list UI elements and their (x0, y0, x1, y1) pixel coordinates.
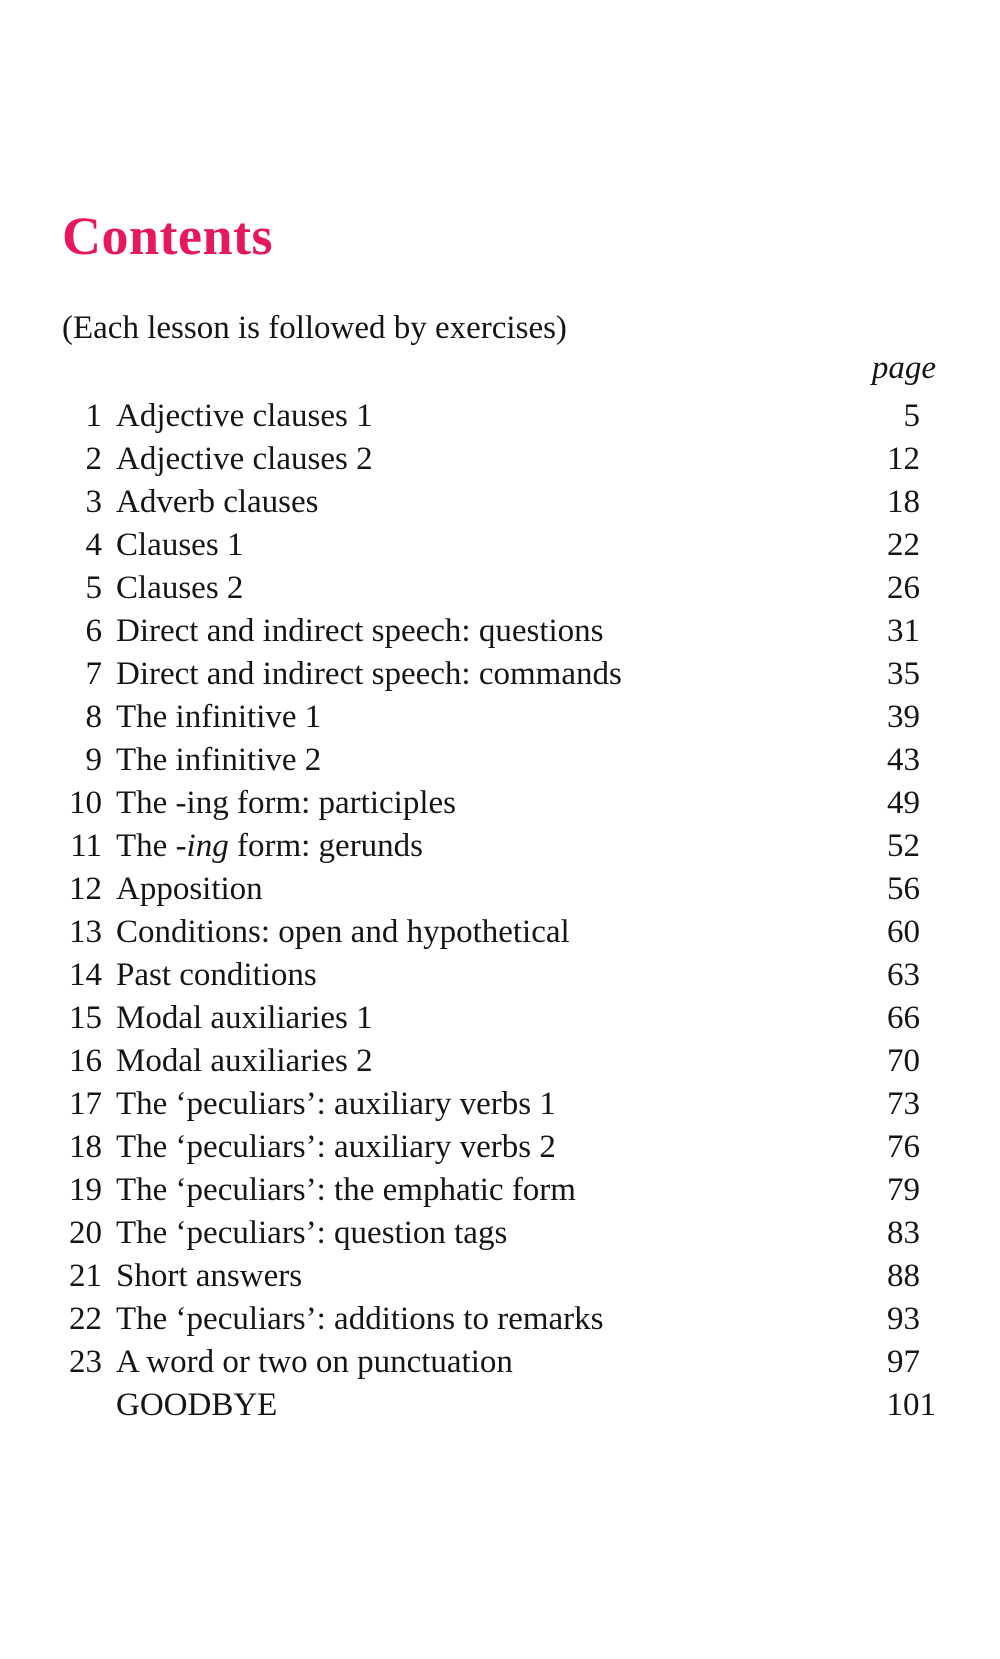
entry-page: 22 (887, 527, 920, 563)
entry-title: Clauses 2 (116, 570, 244, 606)
entry-number: 19 (69, 1172, 102, 1208)
toc-entry[interactable] (62, 1298, 936, 1341)
toc-entry[interactable] (62, 739, 936, 782)
entry-number: 22 (69, 1301, 102, 1337)
entry-title: GOODBYE (116, 1387, 278, 1423)
entry-title: Direct and indirect speech: commands (116, 656, 622, 692)
entry-title: Past conditions (116, 957, 317, 993)
entry-page: 97 (887, 1344, 920, 1380)
entry-title: Adverb clauses (116, 484, 319, 520)
entry-number: 13 (69, 914, 102, 950)
toc-entry[interactable] (62, 1341, 936, 1384)
entry-page: 52 (887, 828, 920, 864)
entry-title: Clauses 1 (116, 527, 244, 563)
entry-title-emphasis: -ing (175, 828, 229, 864)
entry-title: Modal auxiliaries 2 (116, 1043, 373, 1079)
entry-title: The ‘peculiars’: question tags (116, 1215, 508, 1251)
page-title: Contents (62, 206, 274, 266)
toc-entry[interactable] (62, 1083, 936, 1126)
entry-number: 17 (69, 1086, 102, 1122)
entry-page: 56 (887, 871, 920, 907)
entry-title: The ‘peculiars’: the emphatic form (116, 1172, 576, 1208)
entry-number: 5 (85, 570, 102, 606)
entry-page: 31 (887, 613, 920, 649)
entry-page: 88 (887, 1258, 920, 1294)
toc-entry[interactable] (62, 868, 936, 911)
exercises-note: (Each lesson is followed by exercises) (62, 310, 567, 346)
entry-number: 10 (69, 785, 102, 821)
entry-number: 3 (85, 484, 102, 520)
entry-page: 70 (887, 1043, 920, 1079)
toc-entry[interactable] (62, 567, 936, 610)
toc-entry[interactable] (62, 997, 936, 1040)
entry-title: Conditions: open and hypothetical (116, 914, 570, 950)
toc-entry[interactable] (62, 653, 936, 696)
entry-title: Direct and indirect speech: questions (116, 613, 604, 649)
toc-entry[interactable] (62, 825, 936, 868)
entry-number: 2 (85, 441, 102, 477)
entry-number: 23 (69, 1344, 102, 1380)
entry-title: The ‘peculiars’: auxiliary verbs 2 (116, 1129, 556, 1165)
entry-number: 7 (85, 656, 102, 692)
entry-page: 79 (887, 1172, 920, 1208)
entry-title: Adjective clauses 1 (116, 398, 373, 434)
entry-number: 6 (85, 613, 102, 649)
entry-title: Adjective clauses 2 (116, 441, 373, 477)
entry-page: 73 (887, 1086, 920, 1122)
entry-title: The ‘peculiars’: additions to remarks (116, 1301, 604, 1337)
entry-title: Modal auxiliaries 1 (116, 1000, 373, 1036)
entry-page: 35 (887, 656, 920, 692)
entry-number: 4 (85, 527, 102, 563)
toc-entry[interactable] (62, 395, 936, 438)
entry-number: 16 (69, 1043, 102, 1079)
toc-entry[interactable] (62, 524, 936, 567)
entry-title-prefix: The (116, 828, 176, 864)
entry-number: 11 (70, 828, 102, 864)
entry-page: 26 (887, 570, 920, 606)
entry-page: 12 (887, 441, 920, 477)
entry-number: 8 (85, 699, 102, 735)
toc-entry[interactable] (62, 1212, 936, 1255)
toc-entry[interactable] (62, 782, 936, 825)
entry-page: 76 (887, 1129, 920, 1165)
entry-page: 43 (887, 742, 920, 778)
entry-title-suffix: form: gerunds (228, 828, 424, 864)
entry-number: 15 (69, 1000, 102, 1036)
entry-title: Short answers (116, 1258, 303, 1294)
entry-number: 1 (85, 398, 102, 434)
toc-entry[interactable] (62, 1169, 936, 1212)
entry-page: 93 (887, 1301, 920, 1337)
entry-title: Apposition (116, 871, 263, 907)
entry-page: 5 (903, 398, 920, 434)
toc-entry-goodbye[interactable] (62, 1384, 936, 1427)
toc-entry[interactable] (62, 1126, 936, 1169)
entry-number: 14 (69, 957, 102, 993)
page-column-header: page (871, 350, 936, 386)
entry-number: 9 (85, 742, 102, 778)
entry-title (116, 825, 423, 868)
toc-entry[interactable] (62, 911, 936, 954)
entry-page: 63 (887, 957, 920, 993)
entry-page: 66 (887, 1000, 920, 1036)
toc-entry[interactable] (62, 1255, 936, 1298)
toc-entry[interactable] (62, 1040, 936, 1083)
toc-entry[interactable] (62, 438, 936, 481)
entry-page: 60 (887, 914, 920, 950)
table-of-contents (62, 395, 936, 1427)
entry-number: 12 (69, 871, 102, 907)
entry-page: 39 (887, 699, 920, 735)
entry-title: The infinitive 1 (116, 699, 322, 735)
toc-entry[interactable] (62, 481, 936, 524)
entry-title: A word or two on punctuation (116, 1344, 513, 1380)
entry-number: 18 (69, 1129, 102, 1165)
toc-entry[interactable] (62, 954, 936, 997)
entry-page: 101 (886, 1387, 936, 1423)
entry-page: 83 (887, 1215, 920, 1251)
entry-number: 21 (69, 1258, 102, 1294)
toc-entry[interactable] (62, 610, 936, 653)
entry-page: 49 (887, 785, 920, 821)
entry-page: 18 (887, 484, 920, 520)
entry-title: The infinitive 2 (116, 742, 322, 778)
entry-title: The ‘peculiars’: auxiliary verbs 1 (116, 1086, 556, 1122)
entry-number: 20 (69, 1215, 102, 1251)
entry-title: The -ing form: participles (116, 785, 456, 821)
toc-entry[interactable] (62, 696, 936, 739)
